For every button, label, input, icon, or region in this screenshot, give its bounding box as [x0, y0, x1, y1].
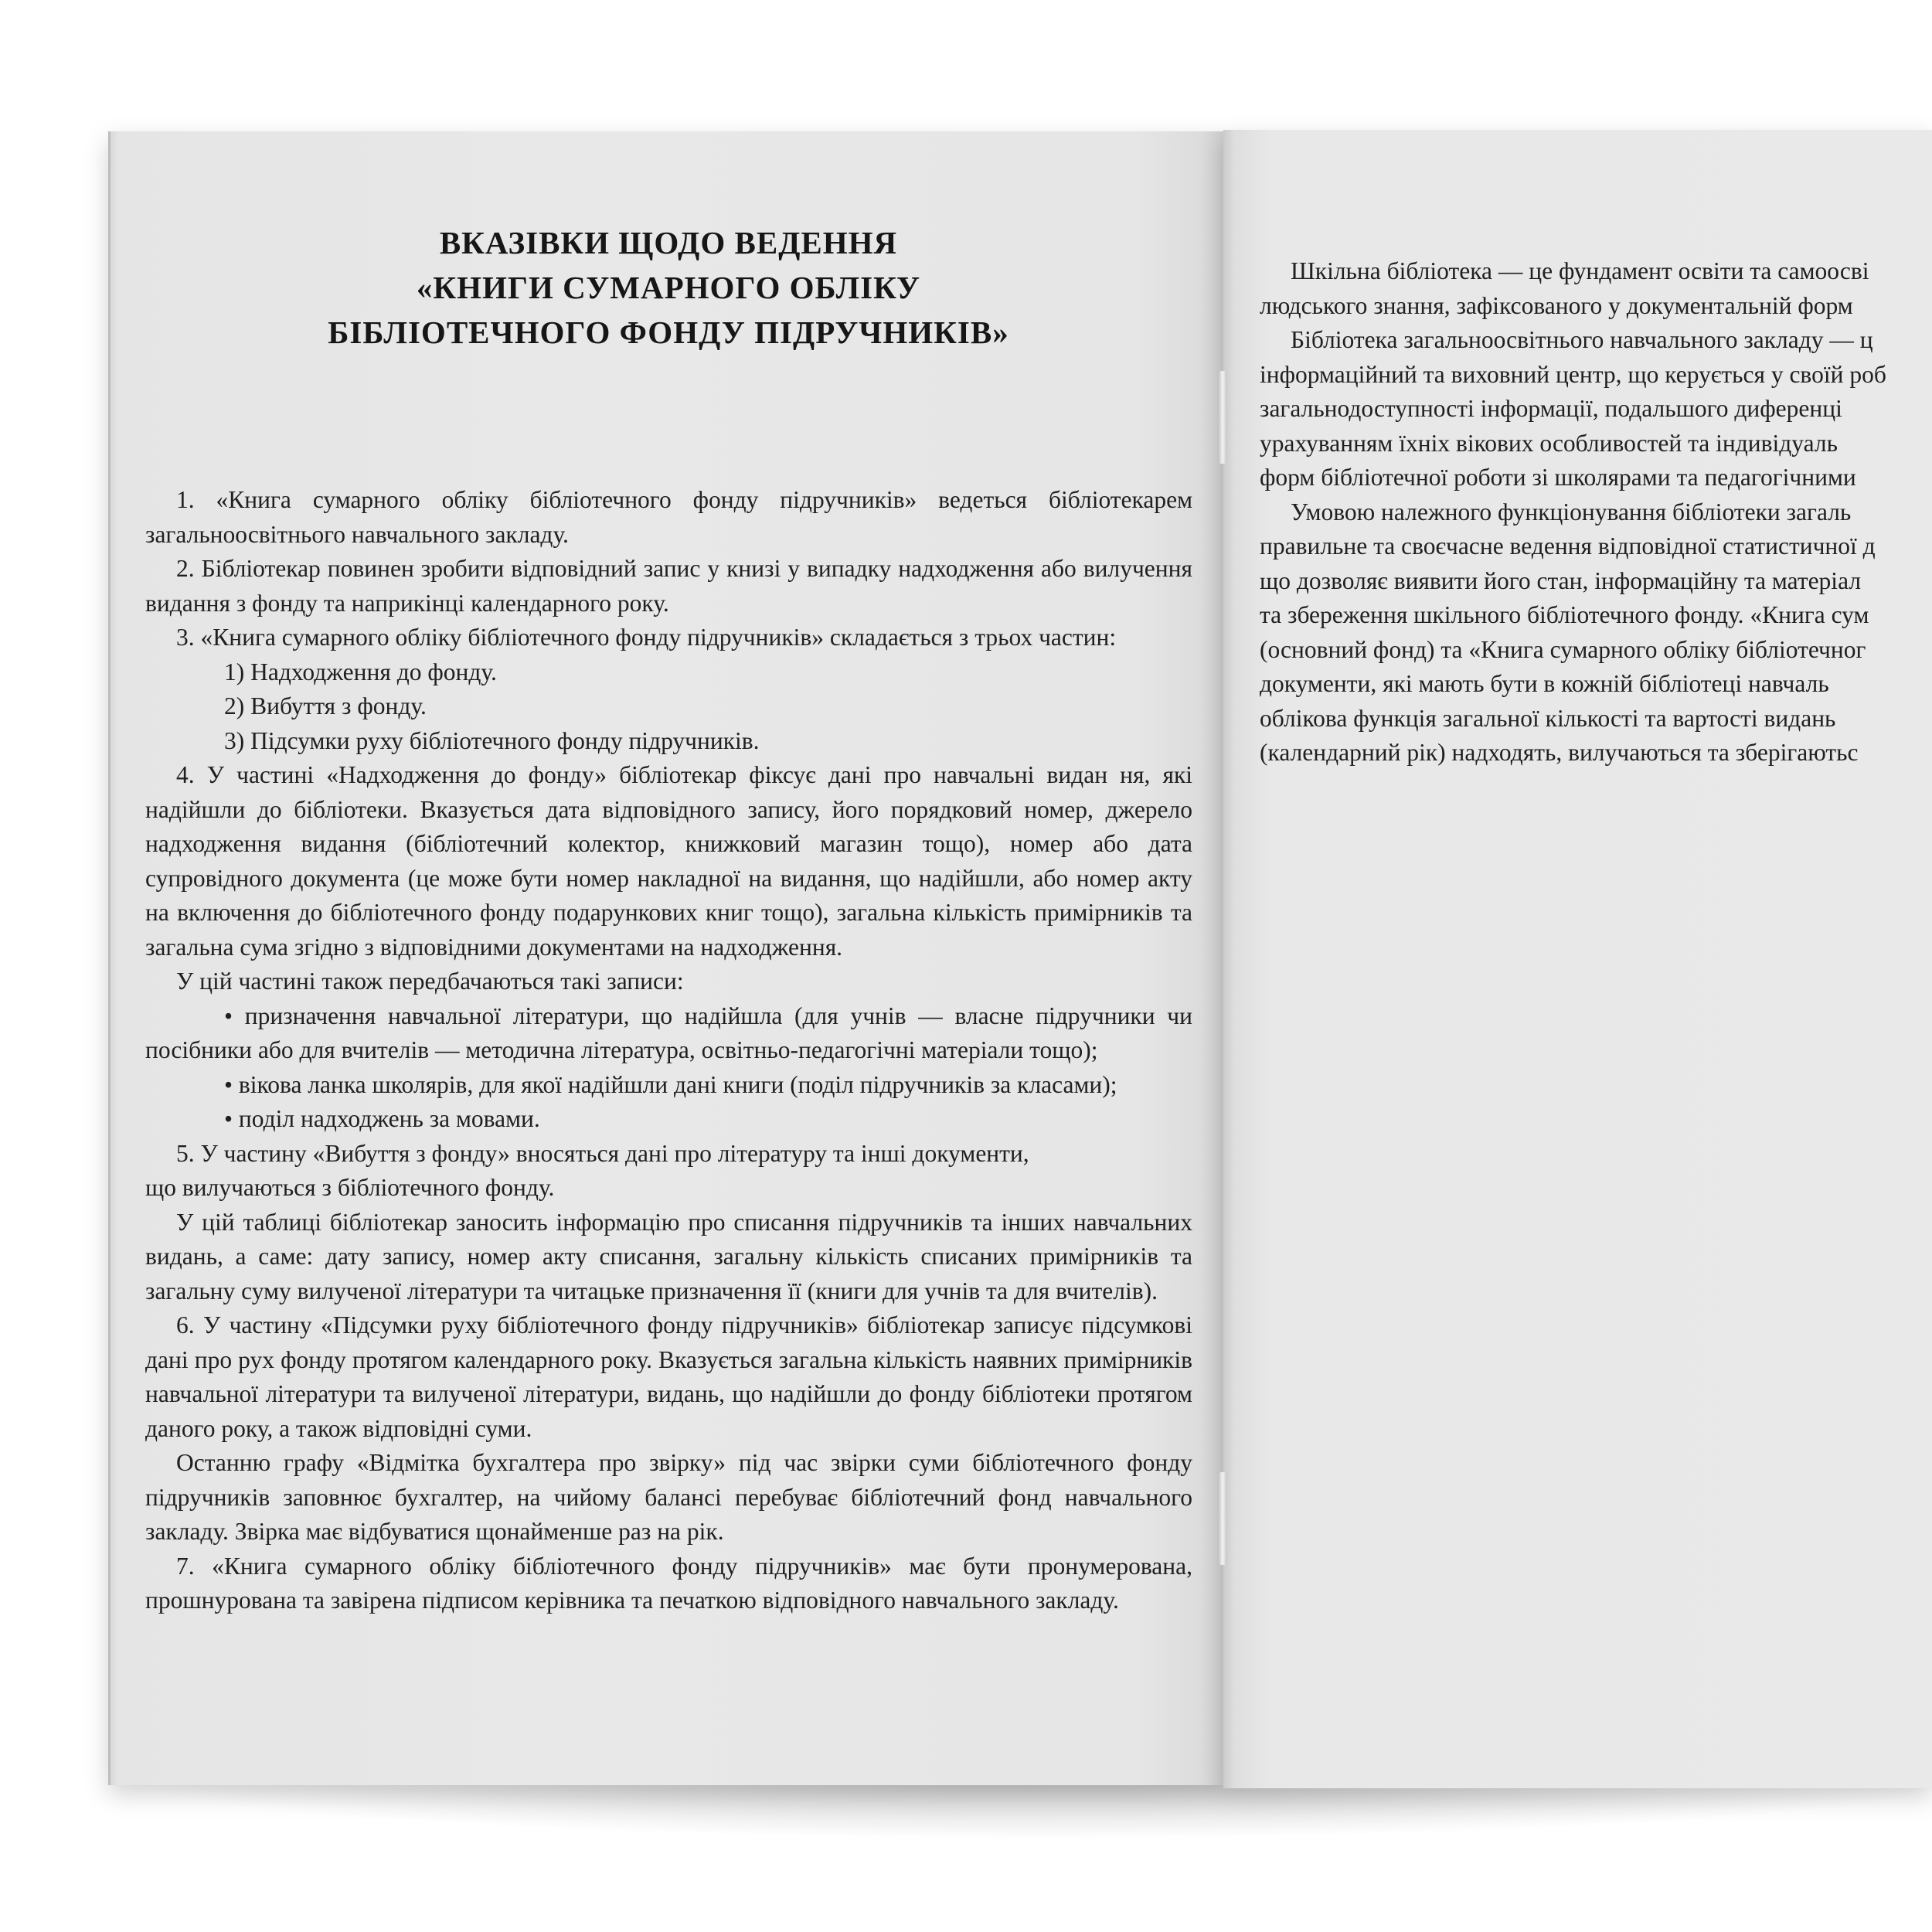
paragraph-6: 6. У частину «Підсумки руху бібліотечного фонду підручників» бібліотекар записує підсумкові дані про рух фонду протягом календарного року. Вказується загальна кількість наявних примірників навчальної літератури та вилученої літератури, видань, що надійшли до фонду бібліотеки протягом даного року, а також відповідні суми. [145, 1311, 1192, 1442]
title-line-3: БІБЛІОТЕЧНОГО ФОНДУ ПІДРУЧНИКІВ» [328, 315, 1009, 350]
paragraph-7: 7. «Книга сумарного обліку бібліотечного фонду підручників» має бути пронумерована, прошнурована та завірена підписом керівника та печаткою відповідного навчального закладу. [145, 1552, 1192, 1614]
right-line: форм бібліотечної роботи зі школярами та педагогічними [1260, 464, 1856, 491]
right-line: та збереження шкільного бібліотечного фонду. «Книга сум [1260, 601, 1869, 628]
bullet-item: • поділ надходжень за мовами. [224, 1105, 540, 1132]
right-line: інформаційний та виховний центр, що керується у своїй роб [1260, 360, 1886, 388]
list-item: 2) Вибуття з фонду. [224, 692, 427, 719]
paragraph-1: 1. «Книга сумарного обліку бібліотечного фонду підручників» ведеться бібліотекарем загальноосвітнього навчального закладу. [145, 486, 1192, 548]
bullet-item: • призначення навчальної літератури, що надійшла (для учнів — власне підручники чи посібники або для вчителів — методична література, освітньо-педагогічні матеріали тощо); [145, 1002, 1192, 1063]
page-title [108, 220, 1229, 355]
right-line: (календарний рік) надходять, вилучаються та зберігаютьс [1260, 739, 1859, 766]
right-line: (основний фонд) та «Книга сумарного обліку бібліотечног [1260, 635, 1866, 663]
right-line: людського знання, зафіксованого у документальній форм [1260, 291, 1853, 319]
list-item: 3) Підсумки руху бібліотечного фонду підручників. [224, 726, 760, 754]
staple-top-lower [1218, 417, 1227, 464]
staple-bottom-lower [1218, 1519, 1227, 1565]
bullet-item: • вікова ланка школярів, для якої надійшли дані книги (поділ підручників за класами); [224, 1070, 1117, 1098]
left-body-text [145, 483, 1192, 1618]
right-line: Бібліотека загальноосвітнього навчального закладу — ц [1291, 326, 1873, 353]
paragraph-5-line-1: 5. У частину «Вибуття з фонду» вносяться дані про літературу та інші документи, [176, 1139, 1029, 1167]
paragraph-5-line-2: що вилучаються з бібліотечного фонду. [145, 1174, 555, 1201]
right-line: правильне та своєчасне ведення відповідної статистичної д [1260, 532, 1876, 560]
title-line-2: «КНИГИ СУМАРНОГО ОБЛІКУ [416, 270, 921, 305]
paragraph-3: 3. «Книга сумарного обліку бібліотечного фонду підручників» складається з трьох частин: [176, 624, 1117, 651]
right-line: загальнодоступності інформації, подальшого диференці [1260, 395, 1842, 422]
right-body-text [1260, 254, 1932, 795]
title-line-1: ВКАЗІВКИ ЩОДО ВЕДЕННЯ [439, 225, 898, 260]
paragraph-4-sub: У цій частині також передбачаються такі записи: [176, 968, 684, 995]
list-item: 1) Надходження до фонду. [224, 658, 497, 685]
right-line: що дозволяє виявити його стан, інформаційну та матеріал [1260, 566, 1862, 594]
right-line: урахуванням їхніх вікових особливостей та індивідуаль [1260, 429, 1838, 457]
paragraph-4: 4. У частині «Надходження до фонду» бібліотекар фіксує дані про навчальні видан ня, які надійшли до бібліотеки. Вказується дата відповідного запису, його порядковий номер, джерело надходження видання (бібліотечний колектор, книжковий магазин тощо), номер або дата супровідного документа (це може бути номер накладної на видання, що надійшли, або номер акту на включення до бібліотечного фонду подарункових книг тощо), загальна кількість примірників та загальна сума згідно з відповідними документами на надходження. [145, 761, 1192, 961]
right-line: облікова функція загальної кількості та вартості видань [1260, 704, 1836, 732]
paragraph-5-sub: У цій таблиці бібліотекар заносить інформацію про списання підручників та інших навчальних видань, а саме: дату запису, номер акту списання, загальну кількість списаних примірників та загальну суму вилученої літератури та читацьке призначення її (книги для учнів та для вчителів). [145, 1208, 1192, 1304]
right-line: Умовою належного функціонування бібліотеки загаль [1291, 498, 1852, 526]
paragraph-6-sub: Останню графу «Відмітка бухгалтера про звірку» під час звірки суми бібліотечного фонду підручників заповнює бухгалтер, на чийому балансі перебуває бібліотечний фонд навчального закладу. Звірка має відбуватися щонайменше раз на рік. [145, 1449, 1192, 1545]
paragraph-2: 2. Бібліотекар повинен зробити відповідний запис у книзі у випадку надходження або вилучення видання з фонду та наприкінці календарного року. [145, 555, 1192, 617]
staple-bottom [1218, 1472, 1227, 1519]
staple-top [1218, 371, 1227, 417]
right-line: документи, які мають бути в кожній бібліотеці навчаль [1260, 670, 1829, 697]
right-line: Шкільна бібліотека — це фундамент освіти та самоосві [1291, 257, 1869, 284]
